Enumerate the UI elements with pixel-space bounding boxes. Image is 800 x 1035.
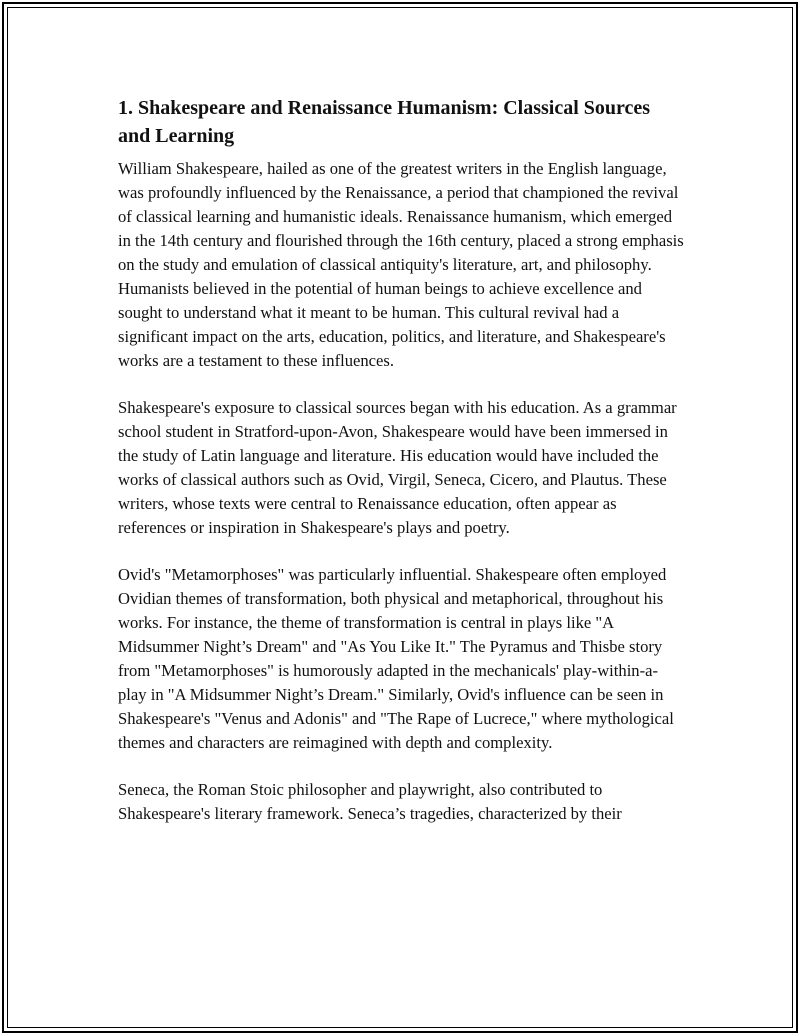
paragraph-ovid: Ovid's "Metamorphoses" was particularly influential. Shakespeare often employed Ovidian themes of transformation, both physical and metaphorical, throughout his works. For instance, the theme of transformation is central in plays like "A Midsummer Night’s Dream" and "As You Like It." The Pyramus and Thisbe story from "Metamorphoses" is humorously adapted in the mechanicals' play-within-a-play in "A Midsummer Night’s Dream." Similarly, Ovid's influence can be seen in Shakespeare's "Venus and Adonis" and "The Rape of Lucrece," where mythological themes and characters are reimagined with depth and complexity. <box>118 565 674 752</box>
paragraph-intro: William Shakespeare, hailed as one of the greatest writers in the English language, was profoundly influenced by the Renaissance, a period that championed the revival of classical learning and humanistic ideals. Renaissance humanism, which emerged in the 14th century and flourished through the 16th century, placed a strong emphasis on the study and emulation of classical antiquity's literature, art, and philosophy. Humanists believed in the potential of human beings to achieve excellence and sought to understand what it meant to be human. This cultural revival had a significant impact on the arts, education, politics, and literature, and Shakespeare's works are a testament to these influences. <box>118 159 684 370</box>
section-heading: 1. Shakespeare and Renaissance Humanism: Classical Sources and Learning <box>118 97 651 147</box>
paragraph-seneca: Seneca, the Roman Stoic philosopher and playwright, also contributed to Shakespeare's literary framework. Seneca’s tragedies, characterized by their <box>118 780 622 823</box>
paragraph-education: Shakespeare's exposure to classical sources began with his education. As a grammar school student in Stratford-upon-Avon, Shakespeare would have been immersed in the study of Latin language and literature. His education would have included the works of classical authors such as Ovid, Virgil, Seneca, Cicero, and Plautus. These writers, whose texts were central to Renaissance education, often appear as references or inspiration in Shakespeare's plays and poetry. <box>118 398 677 537</box>
document-body <box>118 94 686 849</box>
